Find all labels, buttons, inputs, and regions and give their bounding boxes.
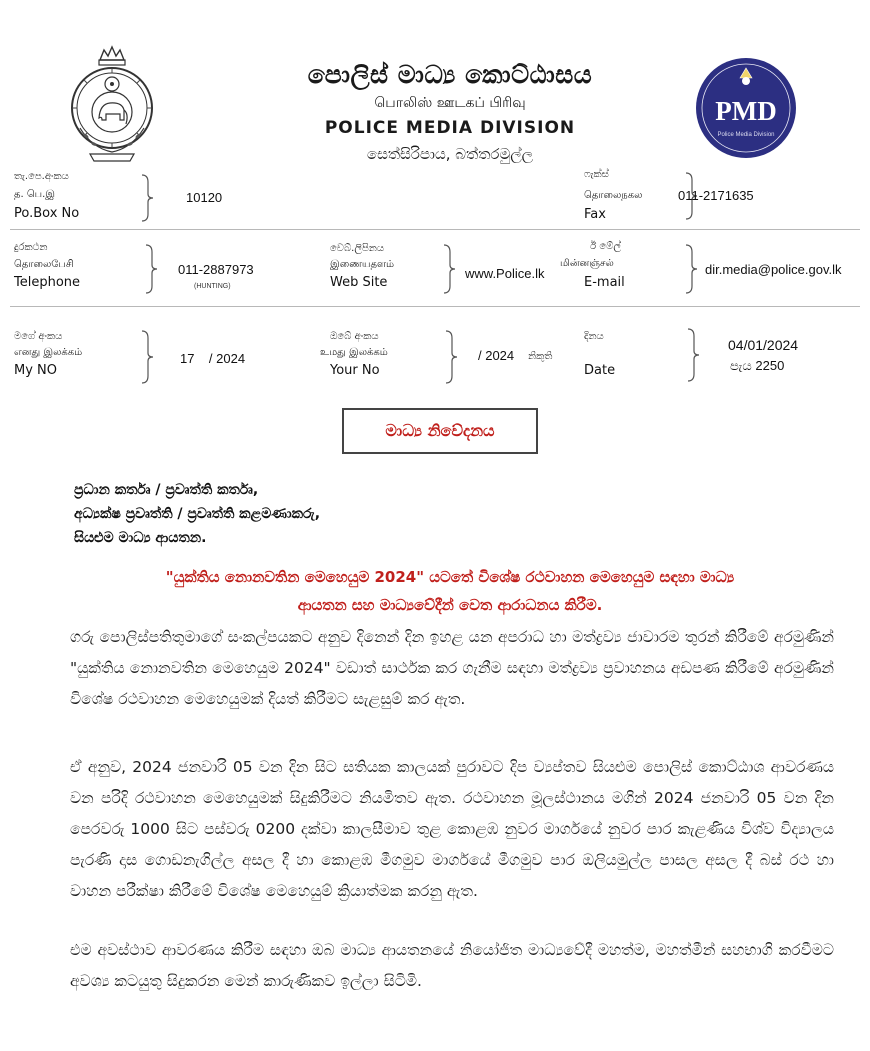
addressee-2: අධ්‍යක්ෂ ප්‍රවෘත්ති / ප්‍රවෘත්ති කළමණාකරු,: [74, 506, 321, 522]
paragraph-2: ඒ අනුව, 2024 ජනවාරි 05 වන දින සිට සතියක කාලයක් පුරාවට දිප ව්‍යප්තව සියළුම පොලිස් කොට්ඨාශ ආවරණය වන පරිදි රථවාහන මෙහෙයුමක් සිදුකිරීමට නියමිතව ඇත. රථවාහන මූලස්ථානය මගින් 2024 ජනවාරි 05 වන දින පෙරවරු 1000 සිට පස්වරු 0200 දක්වා කාලසීමාව තුළ කොළඹ නුවර මාර්ගයේ නුවර පාර කැළණිය විශ්ව විද්‍යාලය පැරණි දාස ගොඩනැගිල්ල අසල දී හා කොළඹ මීගමුව මාර්ගයේ මීගමුව පාර ඔලියමුල්ල පාසල අසල දී බස් රථ හා වාහන පරීක්ෂා කිරීමේ විශේෂ මෙහෙයුම් ක්‍රියාත්මක කරනු ඇත.: [70, 758, 834, 900]
brace-icon: [442, 244, 456, 294]
title-english: POLICE MEDIA DIVISION: [324, 118, 576, 138]
brace-icon: [140, 330, 154, 384]
paragraph-1: ගරු පොලිස්පතිතුමාගේ සංකල්පයකට අනුව දිනෙන් දින ඉහළ යන අපරාධ හා මත්ද්‍රව්‍ය ජාවාරම තුරන් කිරීමේ අරමුණින් "යුක්තිය නොනවතින මෙහෙයුම 2024" වඩාත් සාර්ථක කර ගැනීම සඳහා මත්ද්‍රව්‍ය ප්‍රවාහනය අඩපණ කිරීමේ අරමුණින් විශේෂ රථවාහන මෙහෙයුමක් දියත් කිරීමට සැළසුම් කර ඇත.: [70, 628, 834, 708]
pmd-logo: [694, 56, 798, 160]
your-no-value: / 2024: [478, 348, 515, 363]
website-label-en: Web Site: [330, 275, 388, 290]
my-no-label-si: මගේ අංකය: [14, 331, 63, 342]
website-value: www.Police.lk: [465, 266, 545, 281]
addressee-3: සියළුම මාධ්‍ය ආයතන.: [74, 530, 207, 546]
brace-icon: [684, 244, 698, 294]
telephone-label-ta: தொலைபேசி: [14, 259, 74, 270]
your-no-label-ta: உமது இலக்கம்: [320, 347, 388, 358]
date-page-ref: පැය 2250: [730, 358, 785, 373]
email-label-si: ඊ මේල්: [590, 241, 621, 252]
pobox-label-en: Po.Box No: [14, 206, 80, 221]
brace-icon: [444, 330, 458, 384]
pobox-value: 10120: [186, 190, 223, 205]
notice-heading-line-2: ආයතන සහ මාධ්‍යවේදීන් වෙත ආරාධනය කිරීම.: [297, 596, 603, 614]
date-label-en: Date: [584, 363, 616, 378]
media-notice-title-box: මාධ්‍ය නිවේදනය: [342, 408, 538, 454]
divider: [10, 229, 860, 230]
brace-icon: [144, 244, 158, 294]
brace-icon: [686, 328, 700, 382]
fax-value: 011-2171635: [678, 188, 754, 203]
date-value: 04/01/2024: [728, 337, 799, 353]
title-sinhala: පොලිස් මාධ්‍ය කොට්ඨාසය: [307, 60, 593, 89]
telephone-label-si: දුරකථන: [14, 242, 48, 253]
my-no-label-en: My NO: [14, 363, 57, 378]
your-no-label-si: ඔබේ අංකය: [330, 331, 379, 342]
my-no-label-ta: எனது இலக்கம்: [14, 347, 83, 358]
email-label-en: E-mail: [584, 275, 625, 290]
email-value: dir.media@police.gov.lk: [705, 262, 842, 277]
pobox-label-ta: த. பெ.இ: [14, 189, 56, 200]
notice-heading-line-1: "යුක්තිය නොනවතින මෙහෙයුම 2024" යටතේ විශේෂ රථවාහන මෙහෙයුම සඳහා මාධ්‍ය: [165, 568, 735, 586]
pmd-logo-text: PMD: [715, 96, 777, 126]
your-no-suffix: නිකුති: [528, 351, 553, 362]
fax-label-ta: தொலைநகல: [584, 190, 643, 201]
address: සෙත්සිරිපාය, බත්තරමුල්ල: [366, 145, 534, 163]
website-label-si: වෙබ්.ලිපිනය: [330, 243, 385, 254]
pobox-label-si: තැ.පෙ.අංකය: [14, 171, 69, 182]
title-tamil: பொலிஸ் ஊடகப் பிரிவு: [374, 95, 526, 111]
telephone-note: (HUNTING): [194, 283, 231, 290]
pmd-logo-ring-text: Police Media Division: [717, 132, 775, 138]
brace-icon: [140, 174, 154, 222]
my-no-value: 17 / 2024: [180, 351, 246, 366]
fax-label-si: ෆැක්ස්: [584, 169, 609, 180]
your-no-label-en: Your No: [330, 363, 380, 378]
addressee-1: ප්‍රධාන කර්තෘ / ප්‍රවෘත්ති කර්තෘ,: [74, 482, 259, 498]
fax-label-en: Fax: [584, 207, 606, 222]
paragraph-3: එම අවස්ථාව ආවරණය කිරීම සඳහා ඔබ මාධ්‍ය ආයතනයේ නියෝජිත මාධ්‍යවේදී මහත්ම, මහත්මීන් සහභාගි කරවීමට අවශ්‍ය කටයුතු සිදුකරන මෙන් කාරුණිකව ඉල්ලා සිටිමි.: [70, 941, 834, 990]
divider: [10, 306, 860, 307]
date-label-si: දිනය: [584, 331, 604, 342]
website-label-ta: இணையதளம்: [330, 259, 395, 270]
telephone-value: 011-2887973: [178, 262, 254, 277]
telephone-label-en: Telephone: [14, 275, 81, 290]
email-label-ta: மின்னஞ்சல்: [560, 258, 614, 269]
sri-lanka-police-emblem: [62, 44, 162, 164]
